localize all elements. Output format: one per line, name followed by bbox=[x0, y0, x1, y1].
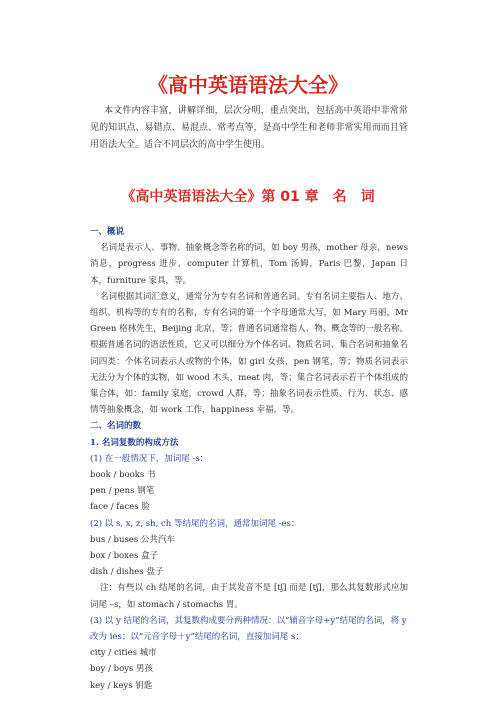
section-heading-overview: 一、概说 bbox=[90, 227, 125, 237]
rule-1: (1) 在一般情况下，加词尾 -s： bbox=[90, 453, 209, 464]
example-line: bus / buses 公共汽车 bbox=[90, 534, 175, 545]
chapter-heading: 《高中英语语法大全》第 01 章 名 词 bbox=[121, 189, 375, 205]
example-line: dish / dishes 盘子 bbox=[90, 567, 164, 578]
example-line: book / books 书 bbox=[90, 470, 156, 481]
overview-paragraph-1: 名词是表示人、事物、抽象概念等名称的词，如 boy 男孩，mother 母亲，news 消息，progress 进步，computer 计算机，Tom 汤姆，Paris 巴黎，Japan 日本，furniture 家具，等。 bbox=[90, 243, 408, 286]
example-line: box / boxes 盒子 bbox=[90, 551, 159, 562]
section-heading-number: 二、名词的数 bbox=[90, 421, 142, 432]
document-title: 《高中英语语法大全》 bbox=[148, 73, 348, 97]
example-line: key / keys 钥匙 bbox=[90, 680, 153, 691]
rule-3: (3) 以 y 结尾的名词，其复数构成要分两种情况：以“辅音字母+y”结尾的名词，将 y 改为 ies；以“元音字母＋y”结尾的名词，直接加词尾 s： bbox=[90, 615, 407, 643]
example-line: face / faces 脸 bbox=[90, 502, 150, 513]
overview-paragraph-2: 名词根据其词汇意义，通常分为专有名词和普通名词。专有名词主要指人、地方、组织、机构等的专有的名称，专有名词的第一个字母通常大写，如 Mary 玛丽，Mr Green 格林先生，Beijing 北京，等；普通名词通常指人、物、概念等的一般名称。根据普通名词的语法性质，它又可以细分为个体名词、物质名词、集合名词和抽象名词四类：个体名词表示人或物的个体，如 girl 女孩，pen 钢笔，等；物质名词表示无法分为个体的实物，如 wood 木头，meat 肉，等；集合名词表示若干个体组成的集合体，如：family 家庭，crowd 人群，等；抽象名词表示性质、行为、状态、感情等抽象概念，如 work 工作，happiness 幸福，等。 bbox=[90, 291, 408, 416]
rule-2: (2) 以 s, x, z, sh, ch 等结尾的名词，通常加词尾 -es： bbox=[90, 518, 300, 529]
note-paragraph: 注：有些以 ch 结尾的名词，由于其发音不是 [tʃ] 而是 [tʃ]，那么其复数形式应加词尾 –s，如 stomach / stomachs 胃。 bbox=[90, 583, 408, 610]
example-line: boy / boys 男孩 bbox=[90, 664, 154, 675]
example-line: pen / pens 钢笔 bbox=[90, 486, 155, 497]
intro-paragraph: 本文件内容丰富，讲解详细，层次分明，重点突出，包括高中英语中非常常见的知识点、易错点、易混点、常考点等，是高中学生和老师非常实用而而且管用语法大全。适合不同层次的高中学生使用。 bbox=[90, 106, 408, 150]
subsection-heading-plural-formation: 1. 名词复数的构成方法 bbox=[90, 437, 179, 448]
chapter-body bbox=[90, 224, 408, 694]
example-line: city / cities 城市 bbox=[90, 648, 157, 659]
